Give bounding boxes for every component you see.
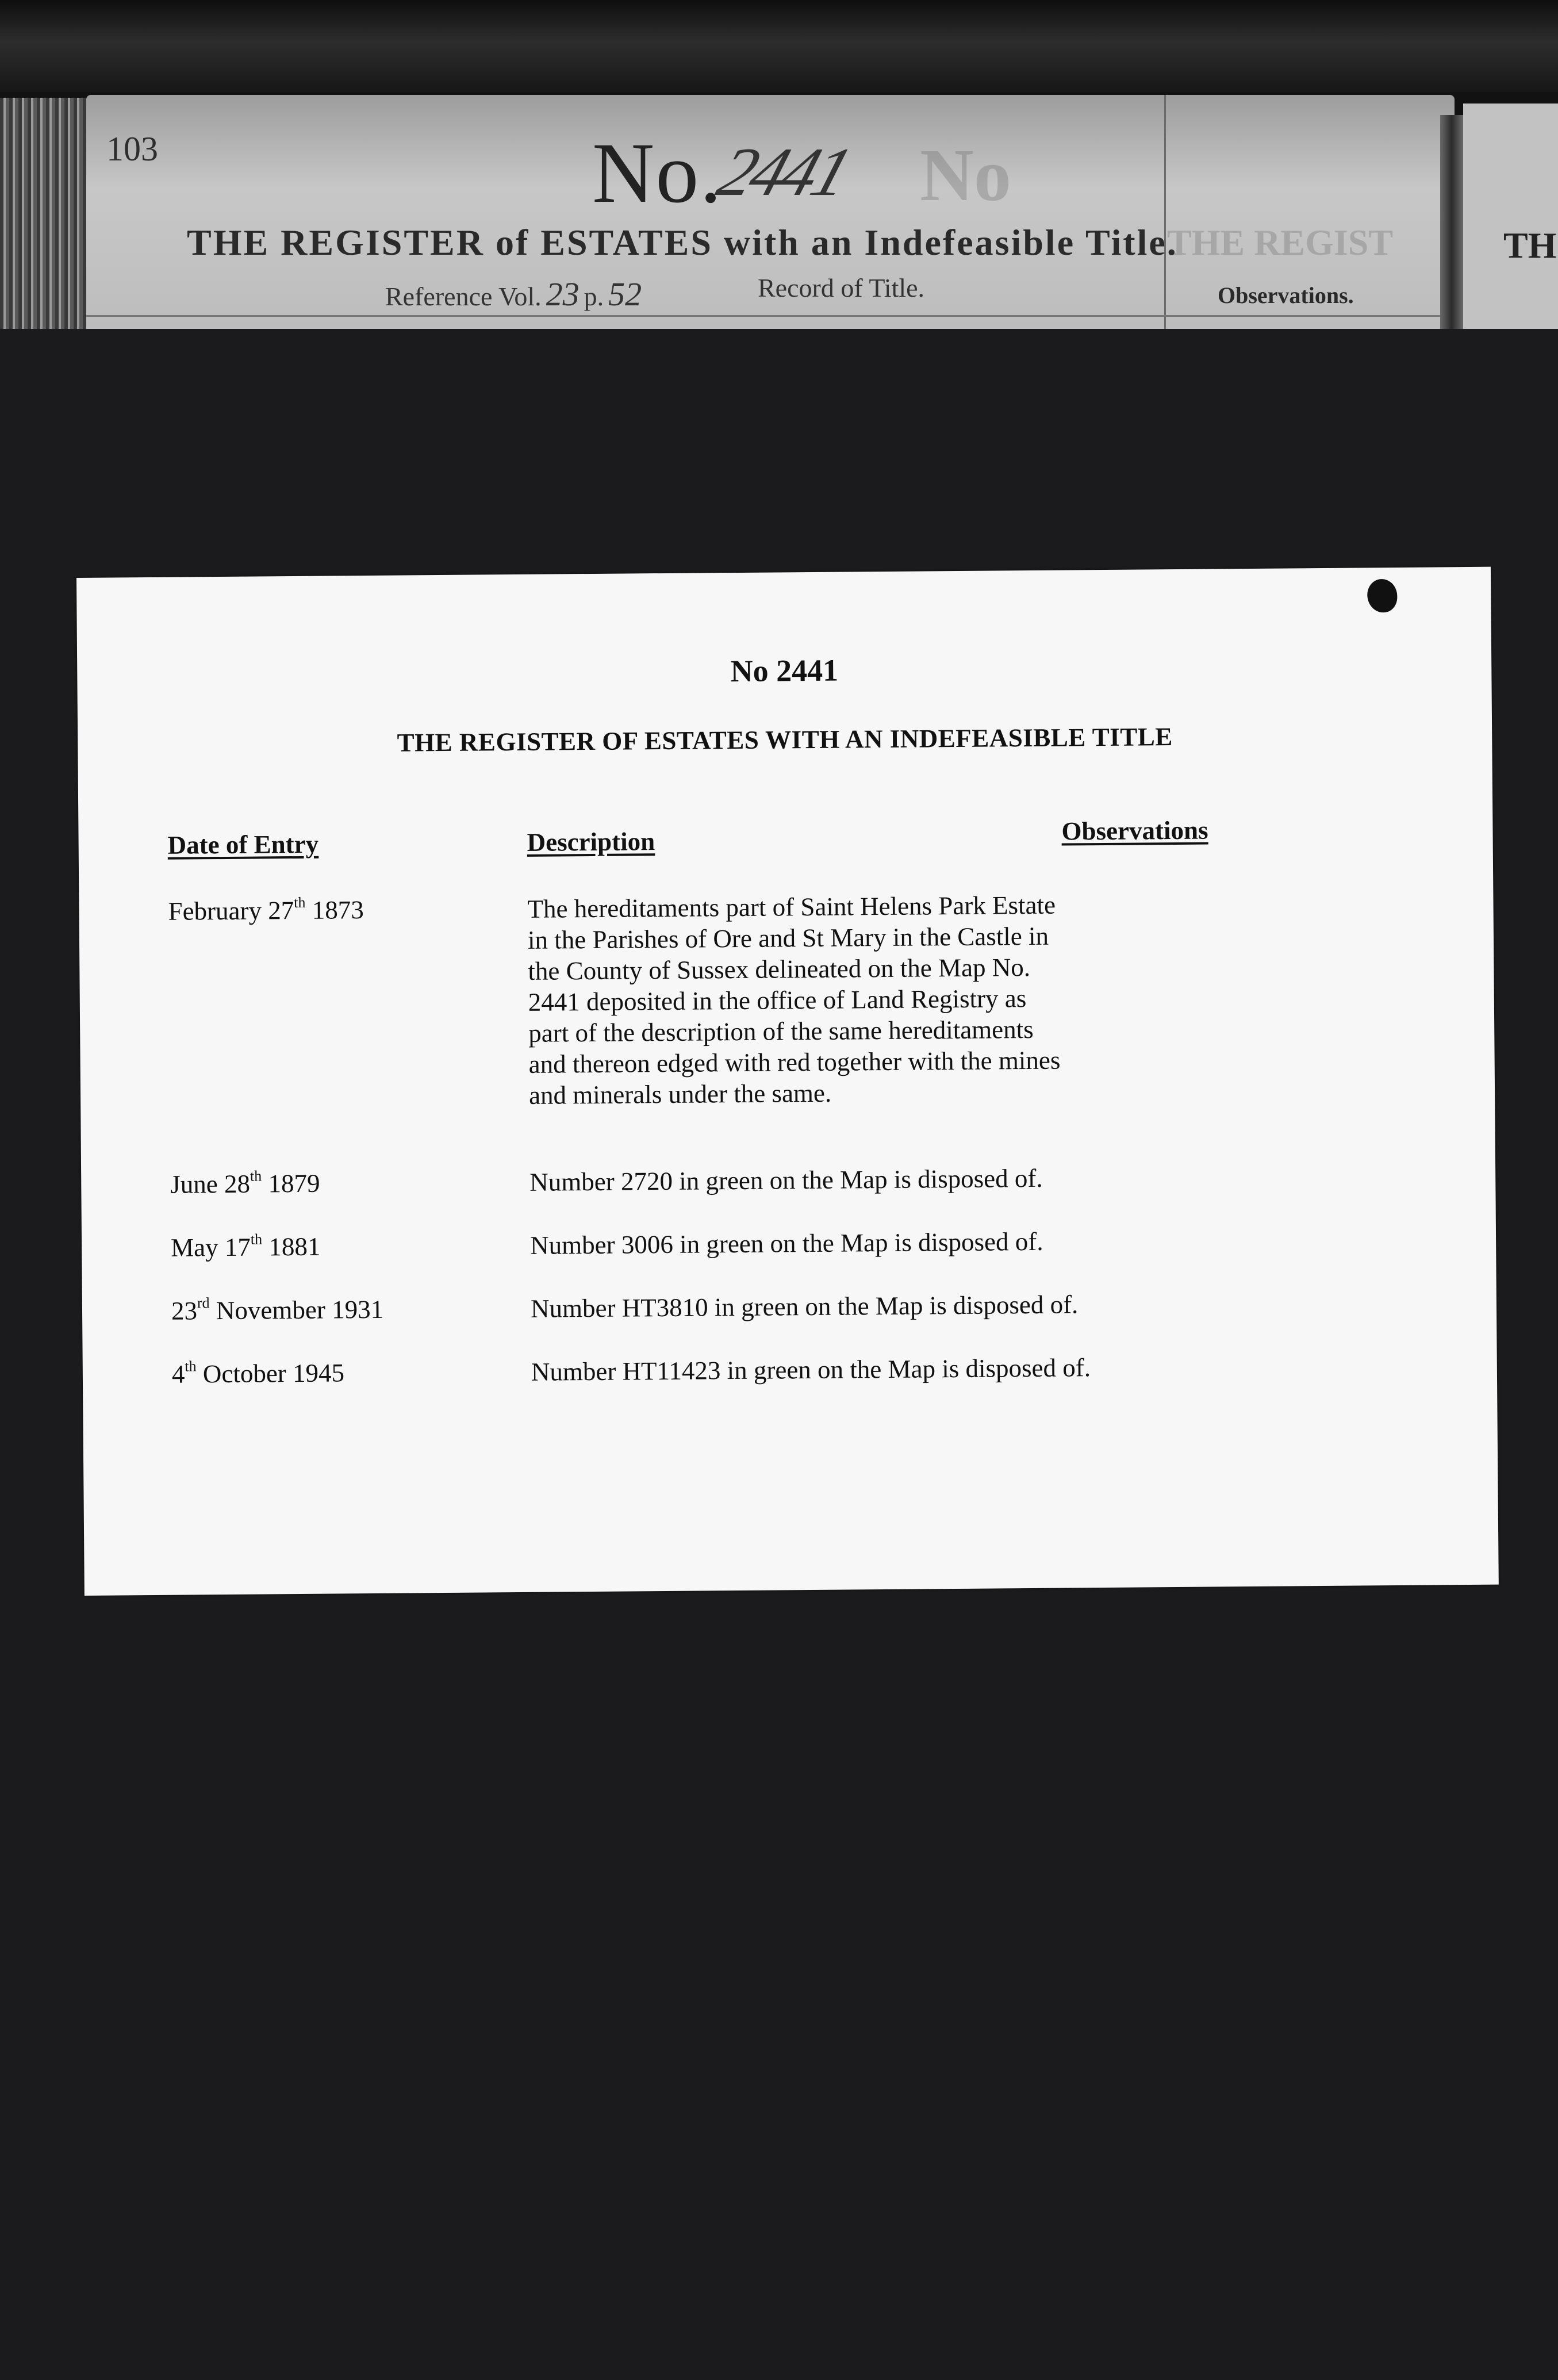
register-entry: [81, 1159, 1495, 1199]
sheet-number: No 2441: [730, 653, 839, 689]
entry-description: The hereditaments part of Saint Helens Park Estate in the Parishes of Ore and St Mary in the Castle in the County of Sussex delineated on the Map No. 2441 deposited in the office of Land Registry as part of the description of the same hereditaments and thereon edged with red together with the mines and minerals under the same.: [527, 890, 1061, 1110]
ledger-observations-label: Observations.: [1218, 282, 1354, 308]
ledger-page-number: 103: [106, 130, 158, 168]
punch-hole: [1367, 579, 1397, 612]
facing-ledger-page: [1463, 104, 1558, 329]
entry-date: 4th October 1945: [171, 1358, 345, 1389]
header-description: Description: [527, 827, 655, 857]
reference-page-label: p.: [584, 282, 604, 311]
ledger-title: THE REGISTER of ESTATES with an Indefeasible Title.: [187, 222, 1178, 263]
entry-date: February 27th 1873: [168, 894, 364, 926]
book-gutter: [1440, 115, 1463, 329]
entry-date: May 17th 1881: [170, 1231, 321, 1262]
ledger-record-label: Record of Title.: [758, 273, 925, 302]
transcription-sheet: [76, 567, 1499, 1596]
register-entry: [83, 1349, 1497, 1389]
reference-label: Reference Vol.: [385, 282, 542, 311]
book-spine-page-edges: [0, 98, 86, 329]
header-observations: Observations: [1061, 815, 1208, 846]
bleed-through-no: No: [920, 134, 1011, 217]
entry-date: 23rd November 1931: [171, 1294, 384, 1325]
register-entry: [79, 886, 1493, 1110]
register-entry: [82, 1286, 1496, 1325]
entry-date: June 28th 1879: [170, 1167, 320, 1199]
observations-column-rule: [1164, 95, 1166, 329]
header-rule: [86, 315, 1455, 317]
entry-description: Number HT11423 in green on the Map is disposed of.: [531, 1353, 1091, 1386]
entry-description: Number 2720 in green on the Map is disposed of.: [529, 1163, 1043, 1197]
entry-description: Number HT3810 in green on the Map is disposed of.: [530, 1290, 1079, 1323]
ledger-photo-strip: [0, 0, 1558, 329]
ledger-number-handwritten: 2441: [709, 133, 858, 210]
facing-page-title-fragment: TH: [1503, 225, 1557, 266]
ledger-number-label: No.: [592, 125, 723, 221]
entry-description: Number 3006 in green on the Map is disposed of.: [529, 1227, 1043, 1260]
ledger-reference: [385, 275, 646, 313]
register-entry: [82, 1222, 1496, 1262]
desk-background: [0, 0, 1558, 92]
reference-volume: 23: [546, 275, 580, 313]
reference-page: 52: [608, 275, 642, 313]
bleed-through-title: THE REGIST: [1167, 222, 1394, 263]
header-date-of-entry: Date of Entry: [167, 829, 319, 860]
sheet-title: THE REGISTER OF ESTATES WITH AN INDEFEASIBLE TITLE: [397, 722, 1173, 757]
